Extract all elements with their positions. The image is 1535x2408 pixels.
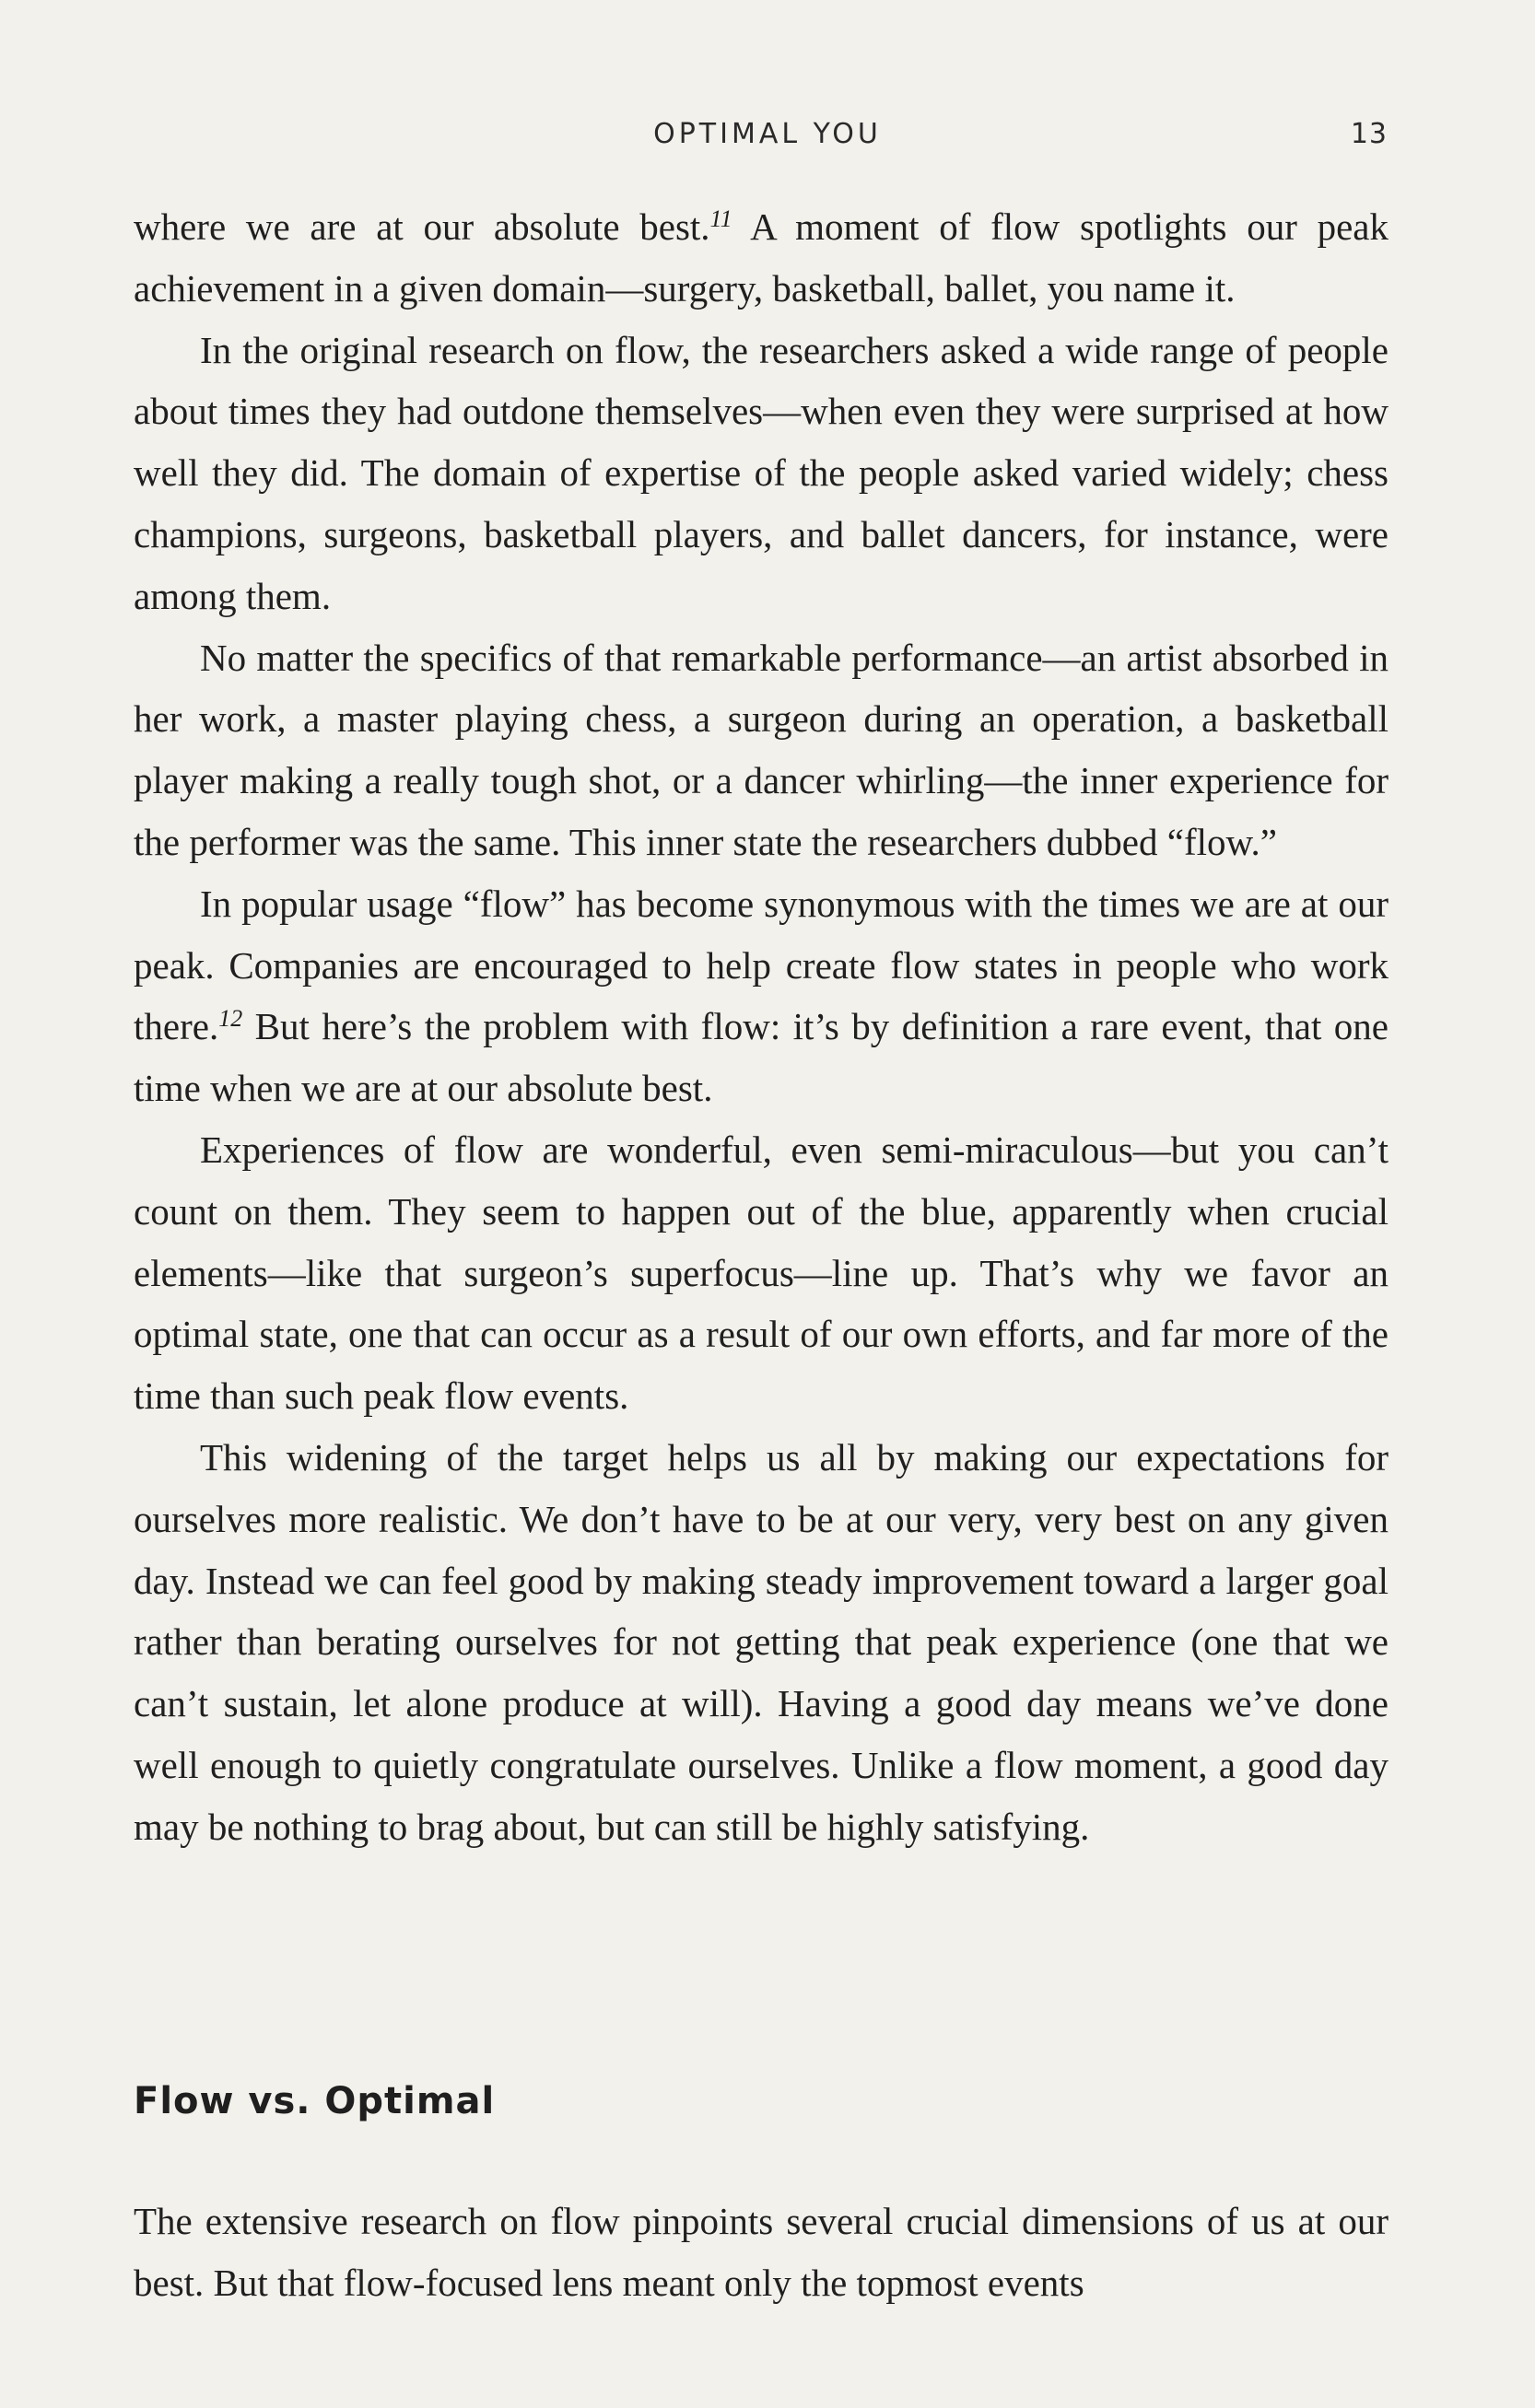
body-text — [134, 196, 1389, 1858]
paragraph-3: No matter the specifics of that remarkable performance—an artist absorbed in her work, a master playing chess, a surgeon during an operation, a basketball player making a really tough shot, or a dancer whirling—the inner experience for the performer was the same. This inner state the researchers dubbed “flow.” — [134, 636, 1389, 863]
page-number: 13 — [1350, 118, 1388, 150]
paragraph-1-text-b: A moment of flow spotlights our peak achievement in a given domain—surgery, basketball, ballet, you name it. — [134, 205, 1389, 310]
paragraph-4 — [134, 873, 1389, 1119]
paragraph-5: Experiences of flow are wonderful, even semi-miraculous—but you can’t count on them. They seem to happen out of the blue, apparently when crucial elements—like that surgeon’s superfocus—line up. That’s why we favor an optimal state, one that can occur as a result of our own efforts, and far more of the time than such peak flow events. — [134, 1128, 1389, 1418]
running-title: OPTIMAL YOU — [653, 118, 882, 150]
running-head — [0, 118, 1535, 155]
section-heading: Flow vs. Optimal — [134, 2080, 496, 2122]
paragraph-2: In the original research on flow, the researchers asked a wide range of people about times they had outdone themselves—when even they were surprised at how well they did. The domain of expertise of the people asked varied widely; chess champions, surgeons, basketball players, and ballet dancers, for instance, were among them. — [134, 328, 1389, 617]
paragraph-6: This widening of the target helps us all by making our expectations for ourselves more realistic. We don’t have to be at our very, very best on any given day. Instead we can feel good by making steady improvement toward a larger goal rather than berating ourselves for not getting that peak experience (one that we can’t sustain, let alone produce at will). Having a good day means we’ve done well enough to quietly congratulate ourselves. Unlike a flow moment, a good day may be nothing to brag about, but can still be highly satisfying. — [134, 1435, 1389, 1848]
section-paragraph-1: The extensive research on flow pinpoints several crucial dimensions of us at our best. But that flow-focused lens meant only the topmost events — [134, 2200, 1389, 2304]
paragraph-4-text-b: But here’s the problem with flow: it’s by definition a rare event, that one time when we are at our absolute best. — [134, 1005, 1389, 1110]
paragraph-4-text-a: In popular usage “flow” has become synonymous with the times we are at our peak. Companies are encouraged to help create flow states in people who work there. — [134, 882, 1389, 1048]
paragraph-1 — [134, 196, 1389, 320]
paragraph-1-text-a: where we are at our absolute best. — [134, 205, 710, 248]
footnote-marker-12: 12 — [218, 1005, 243, 1033]
section-body-text — [134, 2191, 1389, 2314]
footnote-marker-11: 11 — [709, 205, 732, 232]
